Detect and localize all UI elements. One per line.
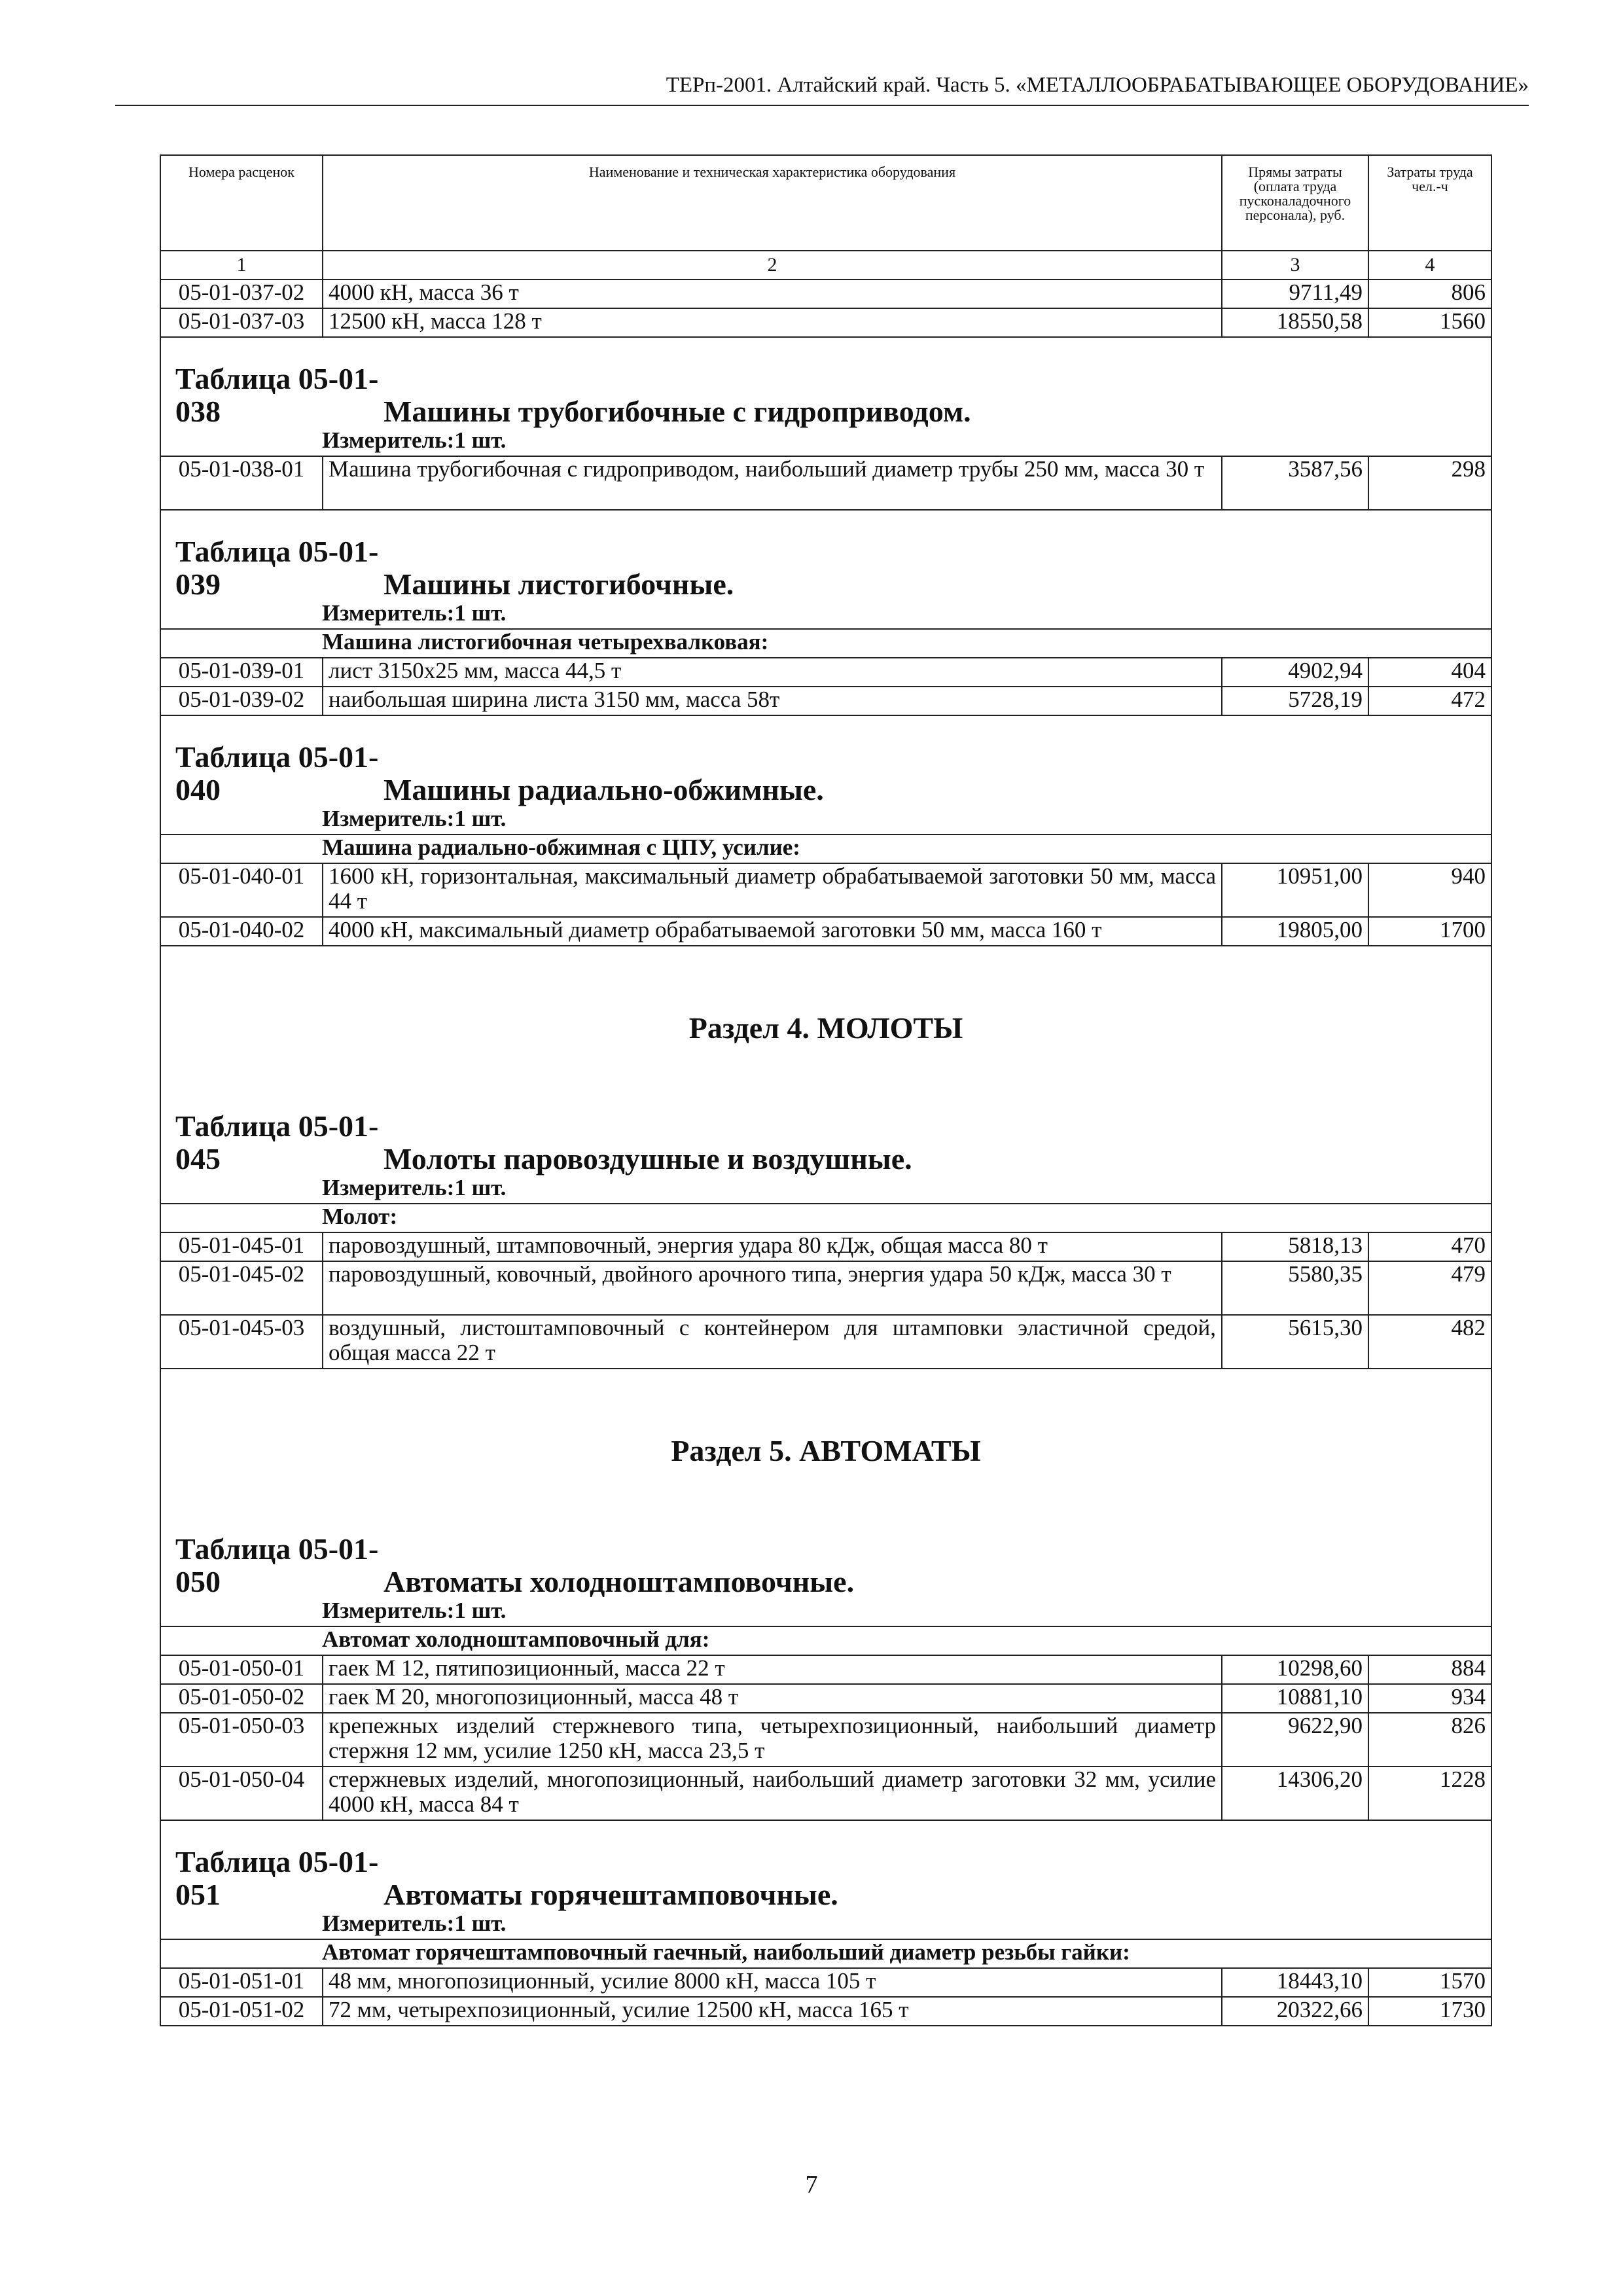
- row-cost: 5615,30: [1222, 1315, 1368, 1369]
- row-code: 05-01-040-02: [160, 917, 323, 946]
- row-name: крепежных изделий стержневого типа, четырехпозиционный, наибольший диаметр стержня 12 мм, усилие 1250 кН, масса 23,5 т: [323, 1713, 1222, 1767]
- row-code: 05-01-051-02: [160, 1997, 323, 2026]
- section-heading: Раздел 4. МОЛОТЫ: [160, 946, 1491, 1110]
- row-code: 05-01-050-02: [160, 1684, 323, 1713]
- table-title: Машины трубогибочные с гидроприводом.: [383, 395, 971, 428]
- measure-unit: Измеритель:1 шт.: [160, 428, 1491, 456]
- row-name: паровоздушный, ковочный, двойного арочного типа, энергия удара 50 кДж, масса 30 т: [323, 1261, 1222, 1315]
- row-code: 05-01-050-03: [160, 1713, 323, 1767]
- row-name: Машина трубогибочная с гидроприводом, наибольший диаметр трубы 250 мм, масса 30 т: [323, 456, 1222, 510]
- table-row: [160, 658, 1491, 687]
- row-cost: 10298,60: [1222, 1655, 1368, 1684]
- table-row: [160, 917, 1491, 946]
- table-row: [160, 1968, 1491, 1997]
- row-cost: 14306,20: [1222, 1767, 1368, 1820]
- row-labor: 806: [1368, 279, 1491, 308]
- measure-unit: Измеритель:1 шт.: [160, 806, 1491, 834]
- table-number: Таблица 05-01-038: [175, 362, 379, 428]
- table-number: Таблица 05-01-051: [175, 1845, 379, 1911]
- row-cost: 18550,58: [1222, 308, 1368, 337]
- row-labor: 934: [1368, 1684, 1491, 1713]
- row-code: 05-01-038-01: [160, 456, 323, 510]
- table-row: [160, 1767, 1491, 1820]
- table-row: [160, 863, 1491, 917]
- table-number: Таблица 05-01-040: [175, 740, 379, 806]
- row-code: 05-01-040-01: [160, 863, 323, 917]
- table-row: [160, 1655, 1491, 1684]
- row-labor: 940: [1368, 863, 1491, 917]
- running-header: ТЕРп-2001. Алтайский край. Часть 5. «МЕТАЛЛООБРАБАТЫВАЮЩЕЕ ОБОРУДОВАНИЕ»: [115, 72, 1529, 106]
- column-header-cost: Прямы затраты (оплата труда пусконаладочного персонала), руб.: [1222, 155, 1368, 251]
- row-labor: 1730: [1368, 1997, 1491, 2026]
- column-number: 2: [323, 251, 1222, 279]
- measure-unit: Измеритель:1 шт.: [160, 601, 1491, 629]
- table-title: Автоматы горячештамповочные.: [383, 1878, 838, 1911]
- row-cost: 5580,35: [1222, 1261, 1368, 1315]
- unit-row: [160, 1175, 1491, 1204]
- row-cost: 4902,94: [1222, 658, 1368, 687]
- row-code: 05-01-037-02: [160, 279, 323, 308]
- table-heading: [160, 1533, 1491, 1598]
- row-cost: 3587,56: [1222, 456, 1368, 510]
- measure-unit: Измеритель:1 шт.: [160, 1911, 1491, 1939]
- row-labor: 472: [1368, 687, 1491, 715]
- group-row: [160, 1204, 1491, 1232]
- row-name: паровоздушный, штамповочный, энергия удара 80 кДж, общая масса 80 т: [323, 1232, 1222, 1261]
- unit-row: [160, 1911, 1491, 1939]
- row-name: лист 3150x25 мм, масса 44,5 т: [323, 658, 1222, 687]
- row-name: 4000 кН, максимальный диаметр обрабатываемой заготовки 50 мм, масса 160 т: [323, 917, 1222, 946]
- row-cost: 9622,90: [1222, 1713, 1368, 1767]
- row-name: 72 мм, четырехпозиционный, усилие 12500 кН, масса 165 т: [323, 1997, 1222, 2026]
- measure-unit: Измеритель:1 шт.: [160, 1598, 1491, 1626]
- page-number: 7: [805, 2171, 818, 2198]
- row-labor: 1560: [1368, 308, 1491, 337]
- row-name: гаек М 12, пятипозиционный, масса 22 т: [323, 1655, 1222, 1684]
- table-row: [160, 1261, 1491, 1315]
- row-cost: 20322,66: [1222, 1997, 1368, 2026]
- group-label: Молот:: [160, 1204, 1491, 1232]
- table-row: [160, 1684, 1491, 1713]
- group-row: [160, 1626, 1491, 1655]
- column-header-labor: Затраты труда чел.-ч: [1368, 155, 1491, 251]
- row-labor: 1228: [1368, 1767, 1491, 1820]
- table-row: [160, 1232, 1491, 1261]
- table-row: [160, 1315, 1491, 1369]
- row-cost: 10951,00: [1222, 863, 1368, 917]
- table-heading: [160, 510, 1491, 601]
- row-cost: 10881,10: [1222, 1684, 1368, 1713]
- row-labor: 884: [1368, 1655, 1491, 1684]
- section-heading-row: [160, 946, 1491, 1110]
- measure-unit: Измеритель:1 шт.: [160, 1175, 1491, 1204]
- row-code: 05-01-039-02: [160, 687, 323, 715]
- row-labor: 1700: [1368, 917, 1491, 946]
- row-cost: 19805,00: [1222, 917, 1368, 946]
- row-name: стержневых изделий, многопозиционный, наибольший диаметр заготовки 32 мм, усилие 4000 кН, масса 84 т: [323, 1767, 1222, 1820]
- column-number: 4: [1368, 251, 1491, 279]
- row-labor: 470: [1368, 1232, 1491, 1261]
- table-row: [160, 456, 1491, 510]
- table-heading: [160, 1820, 1491, 1911]
- row-labor: 298: [1368, 456, 1491, 510]
- group-row: [160, 1939, 1491, 1968]
- table-row: [160, 687, 1491, 715]
- table-title: Молоты паровоздушные и воздушные.: [383, 1142, 912, 1175]
- row-code: 05-01-050-04: [160, 1767, 323, 1820]
- group-row: [160, 834, 1491, 863]
- row-cost: 5818,13: [1222, 1232, 1368, 1261]
- row-name: 48 мм, многопозиционный, усилие 8000 кН, масса 105 т: [323, 1968, 1222, 1997]
- group-label: Автомат холодноштамповочный для:: [160, 1626, 1491, 1655]
- row-cost: 5728,19: [1222, 687, 1368, 715]
- row-labor: 826: [1368, 1713, 1491, 1767]
- unit-row: [160, 806, 1491, 834]
- row-name: 4000 кН, масса 36 т: [323, 279, 1222, 308]
- row-name: 12500 кН, масса 128 т: [323, 308, 1222, 337]
- table-heading: [160, 715, 1491, 806]
- column-number: 1: [160, 251, 323, 279]
- table-title: Машины листогибочные.: [383, 567, 734, 601]
- group-label: Машина радиально-обжимная с ЦПУ, усилие:: [160, 834, 1491, 863]
- row-cost: 9711,49: [1222, 279, 1368, 308]
- table-number: Таблица 05-01-050: [175, 1532, 379, 1598]
- row-code: 05-01-039-01: [160, 658, 323, 687]
- table-row: [160, 308, 1491, 337]
- section-heading: Раздел 5. АВТОМАТЫ: [160, 1369, 1491, 1533]
- row-name: воздушный, листоштамповочный с контейнером для штамповки эластичной средой, общая масса 22 т: [323, 1315, 1222, 1369]
- group-row: [160, 629, 1491, 658]
- table-number: Таблица 05-01-039: [175, 535, 379, 601]
- row-code: 05-01-045-03: [160, 1315, 323, 1369]
- unit-row: [160, 428, 1491, 456]
- row-labor: 1570: [1368, 1968, 1491, 1997]
- row-name: гаек М 20, многопозиционный, масса 48 т: [323, 1684, 1222, 1713]
- group-label: Автомат горячештамповочный гаечный, наибольший диаметр резьбы гайки:: [160, 1939, 1491, 1968]
- table-row: [160, 279, 1491, 308]
- unit-row: [160, 1598, 1491, 1626]
- row-labor: 482: [1368, 1315, 1491, 1369]
- table-row: [160, 1997, 1491, 2026]
- column-number-row: [160, 251, 1491, 279]
- table-number: Таблица 05-01-045: [175, 1109, 379, 1175]
- row-labor: 404: [1368, 658, 1491, 687]
- table-row: [160, 1713, 1491, 1767]
- row-code: 05-01-037-03: [160, 308, 323, 337]
- column-header-name: Наименование и техническая характеристика оборудования: [323, 155, 1222, 251]
- table-title: Машины радиально-обжимные.: [383, 773, 824, 806]
- row-name: 1600 кН, горизонтальная, максимальный диаметр обрабатываемой заготовки 50 мм, масса 44 т: [323, 863, 1222, 917]
- price-table: [160, 154, 1492, 2026]
- unit-row: [160, 601, 1491, 629]
- column-header-code: Номера расценок: [160, 155, 323, 251]
- row-code: 05-01-045-02: [160, 1261, 323, 1315]
- section-heading-row: [160, 1369, 1491, 1533]
- row-code: 05-01-045-01: [160, 1232, 323, 1261]
- group-label: Машина листогибочная четырехвалковая:: [160, 629, 1491, 658]
- row-name: наибольшая ширина листа 3150 мм, масса 58т: [323, 687, 1222, 715]
- table-heading: [160, 1110, 1491, 1175]
- column-header-row: [160, 155, 1491, 251]
- row-cost: 18443,10: [1222, 1968, 1368, 1997]
- table-heading: [160, 337, 1491, 428]
- row-labor: 479: [1368, 1261, 1491, 1315]
- column-number: 3: [1222, 251, 1368, 279]
- row-code: 05-01-050-01: [160, 1655, 323, 1684]
- table-title: Автоматы холодноштамповочные.: [383, 1565, 855, 1598]
- row-code: 05-01-051-01: [160, 1968, 323, 1997]
